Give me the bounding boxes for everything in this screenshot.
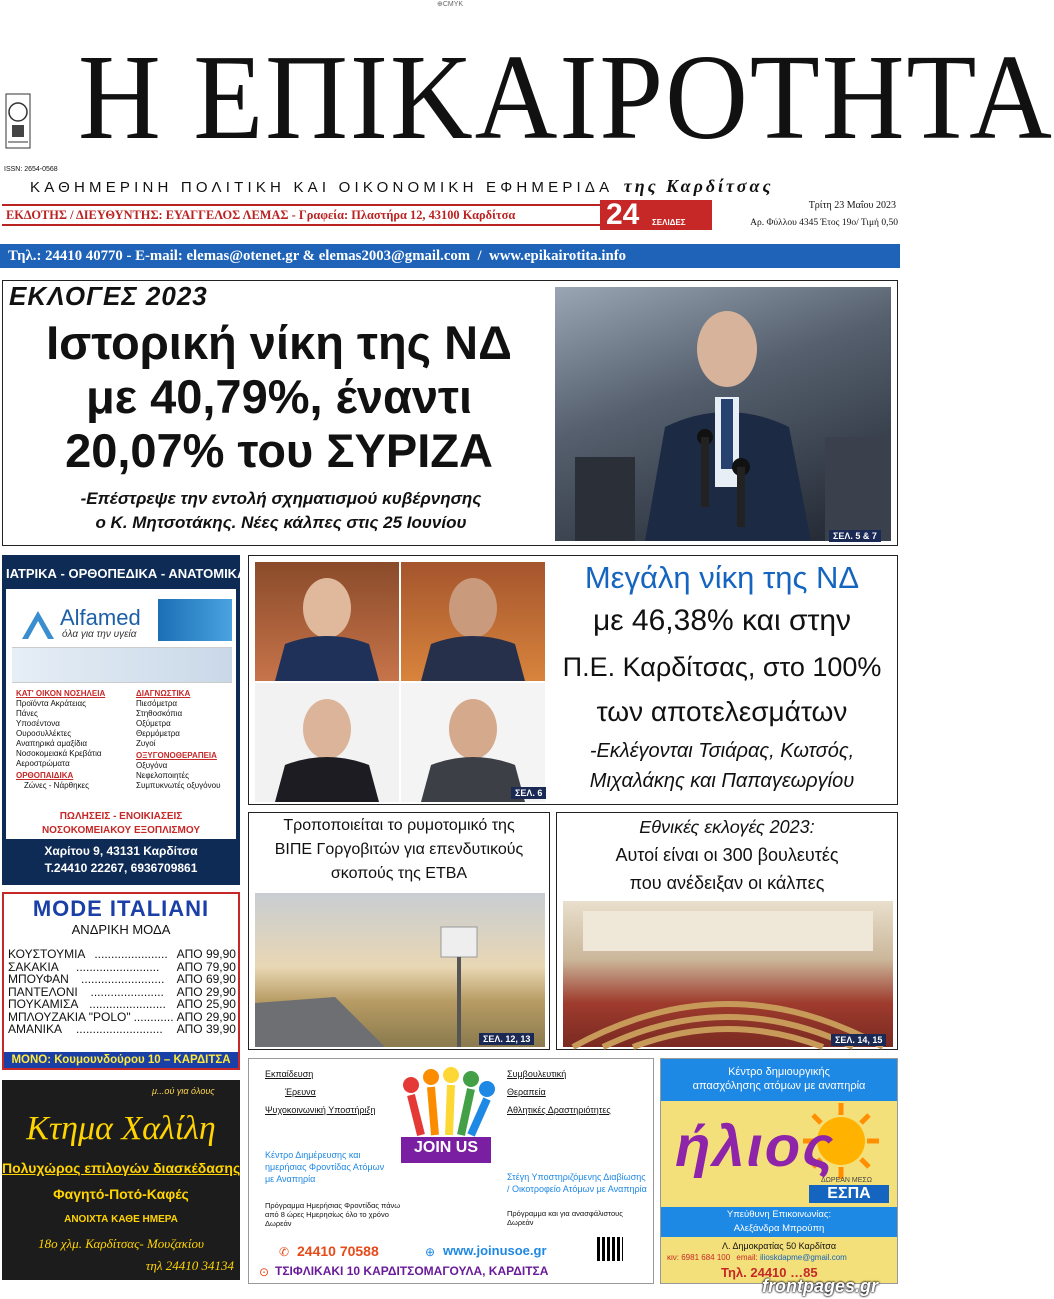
vipe-headline-3: σκοπούς της ΕΤΒΑ [330, 865, 468, 882]
watermark: frontpages.gr [762, 1276, 879, 1296]
lead-headline-1: Ιστορική νίκη της ΝΔ [46, 316, 512, 369]
joinus-left-title: Κέντρο Διημέρευσης και ημερήσιας Φροντίδας Ατόμων με Αναπηρία [265, 1150, 385, 1184]
ilios-header: Κέντρο δημιουργικής απασχόλησης ατόμων με αναπηρία [661, 1059, 897, 1101]
alfamed-col1-item: Νοσοκομειακά Κρεβάτια [16, 749, 102, 758]
alfamed-address: Χαρίτου 9, 43131 Καρδίτσα [44, 844, 198, 858]
issn: ISSN: 2654-0568 [4, 166, 58, 173]
alfamed-col2-item: Οξύμετρα [136, 719, 171, 728]
alfamed-col2-item: Συμπυκνωτές οξυγόνου [136, 781, 221, 790]
phone-icon: ✆ [279, 1245, 290, 1259]
joinus-phone: 24410 70588 [297, 1243, 379, 1259]
lead-headline-2: με 40,79%, έναντι [85, 370, 473, 423]
alfamed-col2-item: Οξυγόνα [136, 761, 168, 770]
parliament-headline-1: Εθνικές εκλογές 2023: [639, 817, 815, 837]
joinus-right-labels: Συμβουλευτική Θεραπεία Αθλητικές Δραστηριότητες [507, 1069, 611, 1115]
ktima-phone: τηλ 24410 34134 [145, 1258, 234, 1273]
ilios-phone: Τηλ. 24410 …85 [721, 1265, 818, 1280]
ktima-tag: μ...ού για όλους [152, 1086, 215, 1096]
ktima-ad [2, 1080, 240, 1280]
ktima-line-2: Φαγητό-Ποτό-Καφές [53, 1186, 189, 1202]
alfamed-sales-2: ΝΟΣΟΚΟΜΕΙΑΚΟΥ ΕΞΟΠΛΙΣΜΟΥ [41, 825, 201, 836]
mode-item: ΜΠΟΥΦΑΝ ......................... ΑΠΟ 69,90 [8, 972, 236, 986]
subtitle: ΚΑΘΗΜΕΡΙΝΗ ΠΟΛΙΤΙΚΗ ΚΑΙ ΟΙΚΟΝΟΜΙΚΗ ΕΦΗΜΕΡΙΔΑ της Καρδίτσας [30, 176, 774, 196]
lead-headline-3: 20,07% του ΣΥΡΙΖΑ [65, 424, 493, 477]
joinus-logo-text: JOIN US [413, 1139, 478, 1156]
qr-code [597, 1237, 623, 1261]
lead-story [2, 280, 898, 546]
ilios-free: ΔΩΡΕΑΝ ΜΕΣΩ [821, 1177, 872, 1184]
alfamed-tagline: όλα για την υγεία [62, 629, 137, 640]
local-headline-3: Π.Ε. Καρδίτσας, στο 100% [562, 652, 882, 682]
local-headline-4: των αποτελεσμάτων [596, 696, 848, 727]
alfamed-col2-item: Στηθοσκόπια [136, 709, 183, 718]
parliament-story [556, 812, 898, 1050]
lead-photo [555, 287, 891, 541]
location-icon: ⊙ [259, 1265, 270, 1279]
ktima-line-3: ΑΝΟΙΧΤΑ ΚΑΘΕ ΗΜΕΡΑ [64, 1214, 178, 1225]
ktima-line-4: 18ο χλμ. Καρδίτσας- Μουζακίου [38, 1236, 204, 1251]
mode-address: ΜΟΝΟ: Κουμουνδούρου 10 – ΚΑΡΔΙΤΣΑ [4, 1052, 238, 1068]
print-mark: ⊕CMYK [436, 1, 464, 8]
candidate-photo [255, 562, 399, 681]
mode-price-list [8, 948, 236, 1036]
ilios-logo: ήλιος [675, 1114, 836, 1179]
mode-item: ΠΑΝΤΕΛΟΝΙ ...................... ΑΠΟ 29,90 [8, 984, 236, 999]
ilios-espa: ΕΣΠΑ [809, 1185, 889, 1203]
issue-date: Τρίτη 23 Μαΐου 2023 [808, 200, 896, 211]
alfamed-col1-item: Υποσέντονα [16, 719, 60, 728]
joinus-left-labels: Εκπαίδευση Έρευνα Ψυχοκοινωνική Υποστήριξη [265, 1069, 376, 1115]
alfamed-col1-item: Προϊόντα Ακράτειας [16, 699, 86, 708]
mode-title: MODE ITALIANI [32, 896, 210, 921]
vipe-headline-2: ΒΙΠΕ Γοργοβιτών για επενδυτικούς [274, 841, 524, 858]
alfamed-col1: ΚΑΤ' ΟΙΚΟΝ ΝΟΣΗΛΕΙΑ Προϊόντα Ακράτειας Πάνες Υποσέντονα Ουροσυλλέκτες Αναπηρικά αμαξίδια Νοσοκομειακά Κρεβάτια Αεροστρώματα ΟΡΘΟΠΑΙΔΙΚΑ Ζώνες - Νάρθηκες [16, 689, 140, 791]
alfamed-footer [6, 839, 236, 881]
mode-item: ΑΜΑΝΙΚΑ .......................... ΑΠΟ 39,90 [8, 1022, 236, 1036]
vipe-photo [255, 893, 545, 1047]
ilios-mobile-line: κιν: 6981 684 100 email: ilioskdapme@gmail.com [667, 1253, 847, 1262]
lead-sub-2: ο Κ. Μητσοτάκης. Νέες κάλπες στις 25 Ιουνίου [95, 513, 467, 532]
alfamed-sales-1: ΠΩΛΗΣΕΙΣ - ΕΝΟΙΚΙΑΣΕΙΣ [59, 811, 183, 822]
alfamed-products-image [158, 599, 232, 641]
joinus-web: www.joinusoe.gr [443, 1243, 547, 1258]
alfamed-staff-image [12, 647, 232, 683]
alfamed-col1-item: Πάνες [16, 709, 38, 718]
newspaper-title: Η ΕΠΙΚΑΙΡΟΤΗΤΑ [78, 30, 1054, 165]
candidate-photo [401, 683, 545, 802]
publisher-line: ΕΚΔΟΤΗΣ / ΔΙΕΥΘΥΝΤΗΣ: ΕΥΑΓΓΕΛΟΣ ΛΕΜΑΣ - Γραφεία: Πλαστήρα 12, 43100 Καρδίτσα [2, 204, 602, 226]
parliament-headline-3: που ανέδειξαν οι κάλπες [629, 873, 825, 893]
joinus-left-note: Πρόγραμμα Ημερήσιας Φροντίδας πάνω από 8 ώρες Ημερησίως όλο το χρόνο Δωρεάν [265, 1201, 401, 1228]
alfamed-col1-item: Αναπηρικά αμαξίδια [16, 739, 87, 748]
seal-logo [4, 92, 32, 150]
joinus-ad [248, 1058, 654, 1284]
local-headline-1: Μεγάλη νίκη της ΝΔ [584, 560, 860, 595]
pages-badge: 24 ΣΕΛΙΔΕΣ [600, 200, 712, 230]
local-headline-2: με 46,38% και στην [592, 604, 852, 637]
contact-bar: Τηλ.: 24410 40770 - E-mail: elemas@otenet.gr & elemas2003@gmail.com / www.epikairotita.info [0, 244, 900, 268]
joinus-right-title: Στέγη Υποστηριζόμενης Διαβίωσης / Οικοτροφείο Ατόμων με Αναπηρία [507, 1172, 647, 1194]
mode-item: ΠΟΥΚΑΜΙΣΑ ....................... ΑΠΟ 25,90 [8, 997, 236, 1011]
local-sub-2: Μιχαλάκης και Παπαγεωργίου [589, 770, 855, 792]
alfamed-col2-item: Νεφελοποιητές [136, 771, 189, 780]
lead-kicker: ΕΚΛΟΓΕΣ 2023 [9, 281, 208, 311]
vipe-page-ref: ΣΕΛ. 12, 13 [479, 1033, 534, 1045]
alfamed-logo-icon [20, 609, 56, 646]
joinus-right-note: Πρόγραμμα και για ανασφάλιστους Δωρεάν [507, 1209, 623, 1227]
ilios-ad [660, 1058, 898, 1284]
parliament-page-ref: ΣΕΛ. 14, 15 [831, 1034, 886, 1046]
alfamed-col1-item: Ουροσυλλέκτες [16, 729, 72, 738]
alfamed-brand: Alfamed [60, 605, 141, 630]
mode-italiani-ad [2, 892, 240, 1070]
joinus-address: ΤΣΙΦΛΙΚΑΚΙ 10 ΚΑΡΔΙΤΣΟΜΑΓΟΥΛΑ, ΚΑΡΔΙΤΣΑ [275, 1264, 549, 1278]
alfamed-col2-item: Πιεσόμετρα [136, 699, 178, 708]
alfamed-col2: ΔΙΑΓΝΩΣΤΙΚΑ Πιεσόμετρα Στηθοσκόπια Οξύμετρα Θερμόμετρα Ζυγοί ΟΞΥΓΟΝΟΘΕΡΑΠΕΙΑ Οξυγόνα Νεφελοποιητές Συμπυκνωτές οξυγόνου [136, 689, 236, 791]
issue-number: Αρ. Φύλλου 4345 Έτος 19ο/ Τιμή 0,50 [750, 218, 898, 228]
alfamed-col1-item: Ζώνες - Νάρθηκες [24, 781, 89, 790]
alfamed-phones: Τ.24410 22267, 6936709861 [44, 861, 198, 875]
vipe-headline-1: Τροποποιείται το ρυμοτομικό της [283, 817, 515, 834]
candidates-photos [255, 562, 545, 802]
ilios-contact: Υπεύθυνη Επικοινωνίας: Αλεξάνδρα Μπρούπη [661, 1207, 897, 1237]
alfamed-ad [2, 555, 247, 885]
lead-page-ref: ΣΕΛ. 5 & 7 [829, 530, 881, 542]
mode-item: ΜΠΛΟΥΖΑΚΙΑ "POLO" ............ ΑΠΟ 29,90 [8, 1009, 236, 1024]
parliament-photo [563, 901, 893, 1047]
mode-item: ΚΟΥΣΤΟΥΜΙΑ ...................... ΑΠΟ 99,90 [8, 947, 236, 961]
mode-subtitle: ΑΝΔΡΙΚΗ ΜΟΔΑ [71, 922, 171, 937]
ilios-address: Λ. Δημοκρατίας 50 Καρδίτσα [721, 1241, 837, 1251]
local-sub-1: -Εκλέγονται Τσιάρας, Κωτσός, [589, 740, 855, 762]
alfamed-header: ΙΑΤΡΙΚΑ - ΟΡΘΟΠΕΔΙΚΑ - ΑΝΑΤΟΜΙΚΑ [6, 559, 236, 589]
alfamed-col2-item: Ζυγοί [136, 739, 156, 748]
joinus-logo [391, 1065, 501, 1169]
web-icon: ⊕ [425, 1245, 436, 1259]
lead-sub-1: -Επέστρεψε την εντολή σχηματισμού κυβέρνησης [80, 489, 482, 508]
ktima-line-1: Πολυχώρος επιλογών διασκέδασης [2, 1160, 241, 1176]
mode-item: ΣΑΚΑΚΙΑ ......................... ΑΠΟ 79,90 [8, 959, 236, 974]
ktima-title: Κτημα Χαλίλη [26, 1110, 216, 1147]
local-story [248, 555, 898, 805]
vipe-story [248, 812, 550, 1050]
alfamed-col1-item: Αεροστρώματα [16, 759, 70, 768]
candidate-photo [401, 562, 545, 681]
parliament-headline-2: Αυτοί είναι οι 300 βουλευτές [615, 845, 839, 865]
candidate-photo [255, 683, 399, 802]
local-page-ref: ΣΕΛ. 6 [511, 787, 546, 799]
alfamed-col2-item: Θερμόμετρα [136, 729, 180, 738]
